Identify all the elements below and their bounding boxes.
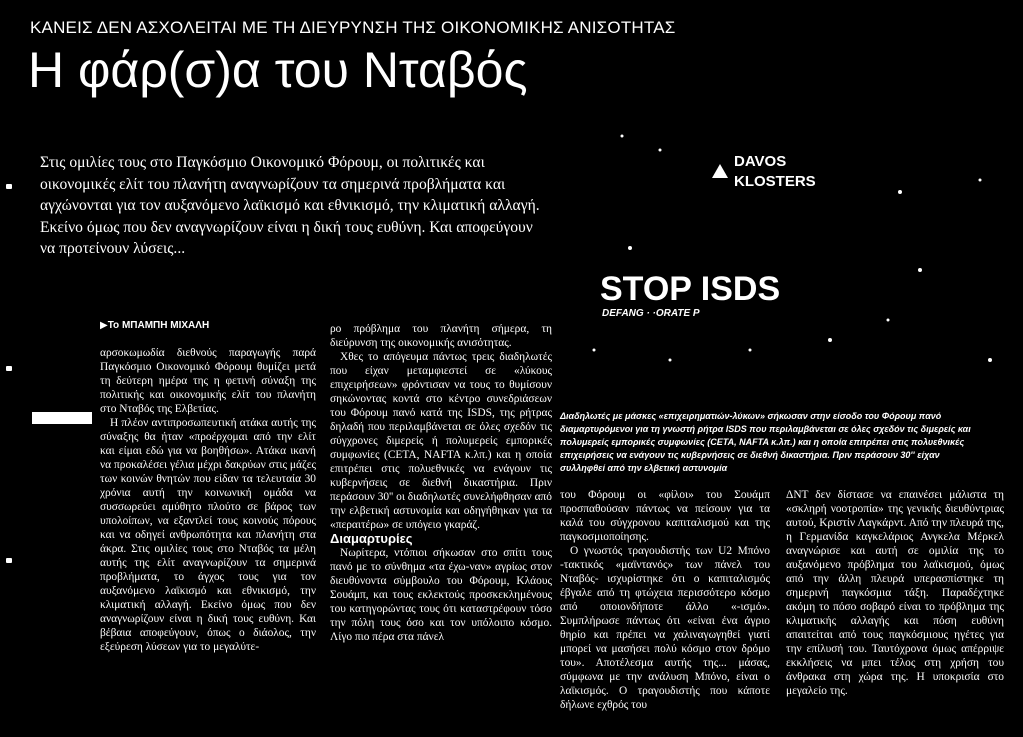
article-column-2: [330, 322, 552, 644]
bullet-mark: [6, 184, 12, 189]
byline-author: ΜΠΑΜΠΗ ΜΙΧΑΛΗ: [121, 320, 210, 331]
column-paragraph: Χθες το απόγευμα πάντως τρεις διαδηλωτές που είχαν μεταμφιεστεί σε «λύκους επιχειρήσεων» φρόντισαν να τους το θυμίσουν σηκώνοντας κοντά στο κέντρο συνεδριάσεων του Φόρουμ πανό κατά της ISDS, της ρήτρας δηλαδή που περιλαμβάνεται σε όλες σχεδόν τις σύγχρονες διμερείς ή πολυμερείς εμπορικές συμφωνίες (CETA, NAFTA κ.λπ.) και η οποία επιτρέπει στις πολυεθνικές να ενάγουν τις κυβερνήσεις σε διεθνή δικαστήρια. Πριν περάσουν 30'' οι διαδηλωτές συνελήφθησαν από την ελβετική αστυνομία και οδηγήθηκαν για τα «περαιτέρω» σε υπόγειο γκαράζ.: [330, 351, 552, 531]
column-paragraph: Ο γνωστός τραγουδιστής των U2 Μπόνο -τακτικός «μαϊντανός» των πάνελ του Νταβός- ισχυρίστηκε ότι ο καπιταλισμός έβγαλε από τη φτώχεια περισσότερο κόσμο από οποιονδήποτε άλλο «-ισμό». Συμπλήρωσε πάντως ότι «είναι ένα άγριο θηρίο και πρέπει να χαλιναγωγηθεί γιατί μπορεί να μασήσει πολύ κόσμο στον δρόμο του». Αποτέλεσμα αυτής της... μάσας, σύμφωνα με την ανάλυση Μπόνο, είναι ο λαϊκισμός. Ο τραγουδιστής που κάποτε δήλωνε εχθρός του: [560, 545, 770, 711]
redaction-bar: [32, 412, 92, 424]
bullet-mark: [6, 366, 12, 371]
article-column-1: [100, 346, 316, 654]
photo-caption: Διαδηλωτές με μάσκες «επιχειρηματιών-λύκων» σήκωσαν στην είσοδο του Φόρουμ πανό διαμαρτυρόμενοι για τη γνωστή ρήτρα ISDS που περιλαμβάνεται σε όλες σχεδόν τις διμερείς και πολυμερείς εμπορικές συμφωνίες (CETA, NAFTA κ.λπ.) και η οποία επιτρέπει στις πολυεθνικές επιχειρήσεις να ενάγουν τις κυβερνήσεις σε διεθνή δικαστήρια. Πριν περάσουν 30'' είχαν συλληφθεί από την ελβετική αστυνομία: [560, 411, 971, 473]
article-column-4: [786, 488, 1004, 698]
section-subhead: Διαμαρτυρίες: [330, 531, 413, 546]
byline-prefix: ▶Το: [100, 320, 120, 331]
column-paragraph: Νωρίτερα, ντόπιοι σήκωσαν στο σπίτι τους πανό με το σύνθημα «τα έχω-ναν» αγρίως στον διευθύνοντα σύμβουλο του Φόρουμ, Κλάους Σουάμπ, και τους εκλεκτούς προσκεκλημένους του κατηγορώντας τους ότι καταστρέφουν τόσο την πόλη τους όσο και τον υπόλοιπο κόσμο. Λίγο πιο πέρα στα πάνελ: [330, 547, 552, 643]
protest-photo-graphic: [570, 120, 1015, 395]
sign-line2: KLOSTERS: [734, 173, 816, 190]
bullet-mark: [6, 558, 12, 563]
column-paragraph: ρο πρόβλημα του πλανήτη σήμερα, τη διεύρυνση της οικονομικής ανισότητας.: [330, 323, 552, 349]
article-lead: Στις ομιλίες τους στο Παγκόσμιο Οικονομικό Φόρουμ, οι πολιτικές και οικονομικές ελίτ του πλανήτη αναγνωρίζουν τα σημερινά προβλήματα και αγχώνονται για τον αυξανόμενο λαϊκισμό και εθνικισμό, την κλιματική αλλαγή. Εκείνο όμως που δεν αναγνωρίζουν είναι η δική τους ευθύνη. Και αποφεύγουν να προτείνουν λύσεις...: [40, 154, 540, 257]
column-paragraph: ΔΝΤ δεν δίστασε να επαινέσει μάλιστα τη «σκληρή νοοτροπία» της γενικής διευθύντριας αυτού, Κριστίν Λαγκάρντ. Από την πλευρά της, η Γερμανίδα καγκελάριος Ανγκελα Μέρκελ αναγνώρισε και αυτή σε ομιλία της το αυξανόμενο πρόβλημα του λαϊκισμού, όμως από την άλλη πλευρά υπερασπίστηκε τη σημερινή παγκόσμια τάξη. Παραδέχτηκε ακόμη το πόσο σοβαρό είναι το πρόβλημα της κλιματικής αλλαγής και πόση ευθύνη απαιτείται από τους παγκόσμιους ηγέτες για την επίλυσή του. Ταυτόχρονα όμως απέρριψε εκκλήσεις να μπει τέλος στη χρήση του άνθρακα στη χώρα της. Η υποκρισία στο μεγαλείο της.: [786, 489, 1004, 697]
column-paragraph: αρσοκωμωδία διεθνούς παραγωγής παρά Παγκόσμιο Οικονομικό Φόρουμ θυμίζει μετά τη δεύτερη ημέρα της η φετινή σύναξη της πολιτικής και οικονομικής ελίτ του πλανήτη στο Νταβός της Ελβετίας.: [100, 347, 316, 415]
banner-sub-text: DEFANG · ·ORATE P: [602, 308, 700, 319]
banner-main-text: STOP ISDS: [600, 270, 781, 308]
column-paragraph: του Φόρουμ οι «φίλοι» του Σουάμπ προσπαθούσαν πάντως να πείσουν για τα καλά του σύγχρονου καπιταλισμού και της παγκοσμιοποίησης.: [560, 489, 770, 543]
sign-line1: DAVOS: [734, 153, 787, 170]
protest-photo: [570, 120, 1015, 395]
article-headline: Η φάρ(σ)α του Νταβός: [28, 42, 528, 98]
article-kicker: ΚΑΝΕΙΣ ΔΕΝ ΑΣΧΟΛΕΙΤΑΙ ΜΕ ΤΗ ΔΙΕΥΡΥΝΣΗ ΤΗΣ ΟΙΚΟΝΟΜΙΚΗΣ ΑΝΙΣΟΤΗΤΑΣ: [30, 18, 676, 37]
byline: [100, 320, 340, 331]
column-paragraph: Η πλέον αντιπροσωπευτική ατάκα αυτής της σύναξης θα ήταν «προέρχομαι από την ελίτ και είμαι εδώ για να βοηθήσω». Ατάκα ικανή να προκαλέσει γέλια μέχρι δακρύων στις μάζες των κοινών θνητών που είδαν τα τελευταία 30 χρόνια αυτή την κοινωνική ομάδα να συσσωρεύει αμύθητο πλούτο σε βάρος των υπολοίπων, να εξαντλεί τους κοινούς πόρους και να οδηγεί ανθρωπότητα και πλανήτη στα άκρα. Στις ομιλίες τους στο Νταβός τα μέλη αυτής της ελίτ αναγνωρίζουν τα σημερινά προβλήματα, το άγχος τους για τον αυξανόμενο λαϊκισμό και εθνικισμό, την κλιματική αλλαγή. Εκείνο όμως που δεν αναγνωρίζουν είναι η δική τους ευθύνη. Και βέβαια αποφεύγουν, όπως ο διάολος, την εξεύρεση λύσεων για το μεγαλύτε-: [100, 417, 316, 653]
article-column-3: [560, 488, 770, 712]
